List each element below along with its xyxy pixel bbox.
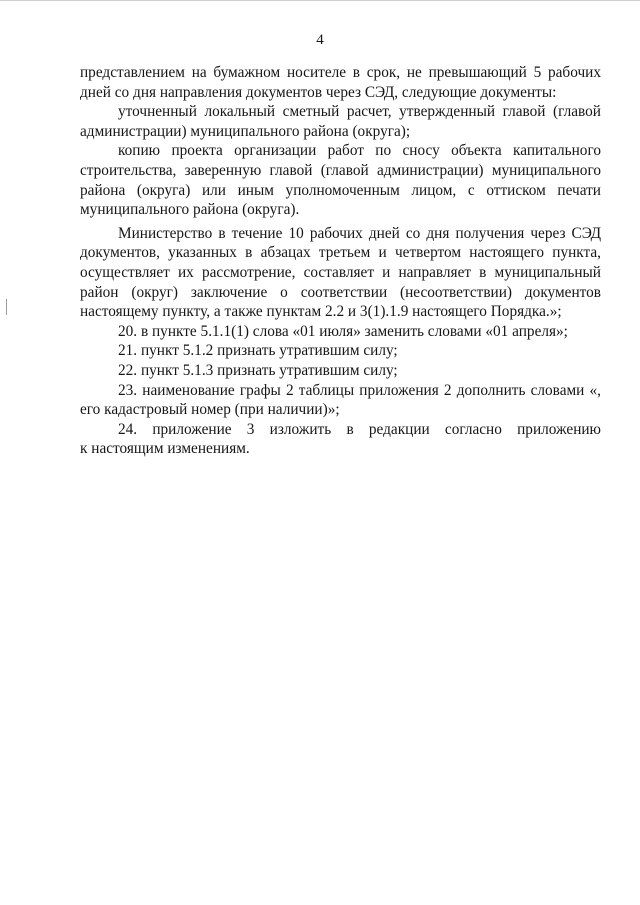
paragraph-item-20: 20. в пункте 5.1.1(1) слова «01 июля» заменить словами «01 апреля»; xyxy=(118,322,568,340)
paragraph-item-21: 21. пункт 5.1.2 признать утратившим силу; xyxy=(118,342,398,360)
paragraph-item-24-line1: 24. приложение 3 изложить в редакции согласно приложению xyxy=(118,420,601,438)
paragraph-item-24-line2: к настоящим изменениям. xyxy=(80,440,250,458)
paragraph-item-24 xyxy=(80,420,601,459)
paragraph-item-23: 23. наименование графы 2 таблицы приложения 2 дополнить словами «, его кадастровый номер (при наличии)»; xyxy=(80,381,601,419)
scan-margin-mark xyxy=(6,299,7,315)
paragraph-ministry-review: Министерство в течение 10 рабочих дней со дня получения через СЭД документов, указанных в абзацах третьем и четвертом настоящего пункта, осуществляет их рассмотрение, составляет и направляет в муниципальный район (округ) заключение о соответствии (несоответствии) документов настоящему пункту, а также пунктам 2.2 и 3(1).1.9 настоящего Порядка.»; xyxy=(80,224,601,321)
paragraph-item-22: 22. пункт 5.1.3 признать утратившим силу; xyxy=(118,361,398,379)
page-number: 4 xyxy=(316,32,324,48)
paragraph-estimate: уточненный локальный сметный расчет, утвержденный главой (главой администрации) муниципального района (округа); xyxy=(80,103,601,140)
scan-edge-line xyxy=(0,0,640,1)
paragraph-project-copy: копию проекта организации работ по сносу объекта капитального строительства, заверенную главой (главой администрации) муниципального района (округа) или иным уполномоченным лицом, с оттиском печати муниципального района (округа). xyxy=(80,142,601,219)
paragraph-continuation: представлением на бумажном носителе в срок, не превышающий 5 рабочих дней со дня направления документов через СЭД, следующие документы: xyxy=(80,64,601,101)
document-body xyxy=(80,63,601,459)
